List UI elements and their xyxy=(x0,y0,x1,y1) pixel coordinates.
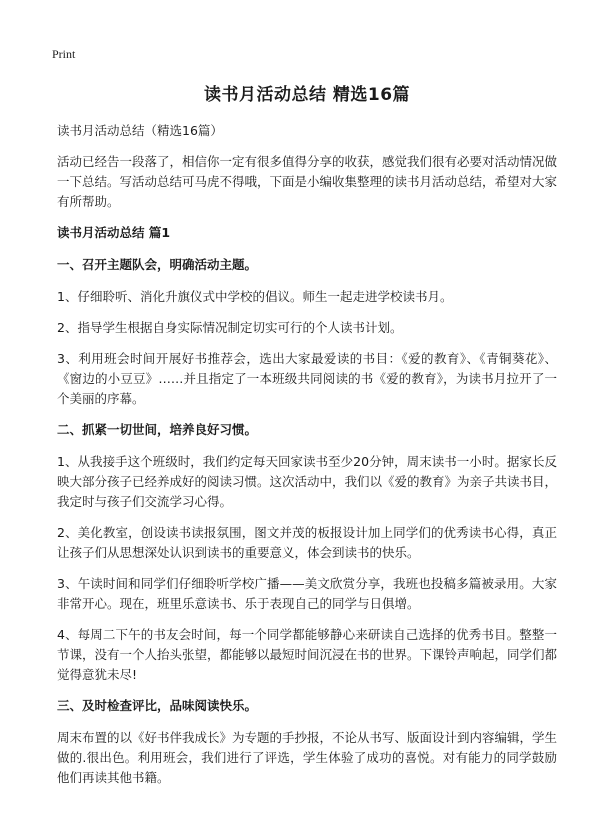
document-body xyxy=(57,80,557,799)
section-paragraph: 4、每周二下午的书友会时间，每一个同学都能够静心来研读自己选择的优秀书目。整整一节课，没有一个人抬头张望，都能够以最短时间沉浸在书的世界。下课铃声响起，同学们都觉得意犹未尽! xyxy=(57,627,558,682)
section-paragraph: 3、利用班会时间开展好书推荐会，选出大家最爱读的书目：《爱的教育》、《青铜葵花》、《窗边的小豆豆》……并且指定了一本班级共同阅读的书《爱的教育》，为读书月拉开了一个美丽的序幕。 xyxy=(57,351,557,406)
section-heading: 三、及时检查评比，品味阅读快乐。 xyxy=(57,698,258,713)
section-heading: 二、抓紧一切世间，培养良好习惯。 xyxy=(57,422,258,437)
section-paragraph: 2、美化教室，创设读书读报氛围，图文并茂的板报设计加上同学们的优秀读书心得，真正让孩子们从思想深处认识到读书的重要意义，体会到读书的快乐。 xyxy=(57,525,557,560)
page-title: 读书月活动总结 精选16篇 xyxy=(203,85,411,105)
section-paragraph: 2、指导学生根据自身实际情况制定切实可行的个人读书计划。 xyxy=(57,320,403,335)
document-subtitle: 读书月活动总结（精选16篇） xyxy=(57,123,223,138)
section-paragraph: 3、午读时间和同学们仔细聆听学校广播——美文欣赏分享，我班也投稿多篇被录用。大家非常开心。现在，班里乐意读书、乐于表现自己的同学与日俱增。 xyxy=(57,576,557,611)
intro-paragraph: 活动已经告一段落了，相信你一定有很多值得分享的收获，感觉我们很有必要对活动情况做一下总结。写活动总结可马虎不得哦，下面是小编收集整理的读书月活动总结，希望对大家有所帮助。 xyxy=(57,154,558,209)
section-paragraph: 周末布置的以《好书伴我成长》为专题的手抄报，不论从书写、版面设计到内容编辑，学生做的.很出色。利用班会，我们进行了评选，学生体验了成功的喜悦。对有能力的同学鼓励他们再读其他书籍。 xyxy=(57,730,558,785)
article-heading: 读书月活动总结 篇1 xyxy=(57,225,171,240)
section-heading: 一、召开主题队会，明确活动主题。 xyxy=(57,257,258,272)
section-paragraph: 1、仔细聆听、消化升旗仪式中学校的倡议。师生一起走进学校读书月。 xyxy=(57,289,453,304)
print-link[interactable]: Print xyxy=(52,47,76,61)
section-paragraph: 1、从我接手这个班级时，我们约定每天回家读书至少20分钟，周末读书一小时。据家长反映大部分孩子已经养成好的阅读习惯。这次活动中，我们以《爱的教育》为亲子共读书目，我定时与孩子们交流学习心得。 xyxy=(57,454,558,509)
